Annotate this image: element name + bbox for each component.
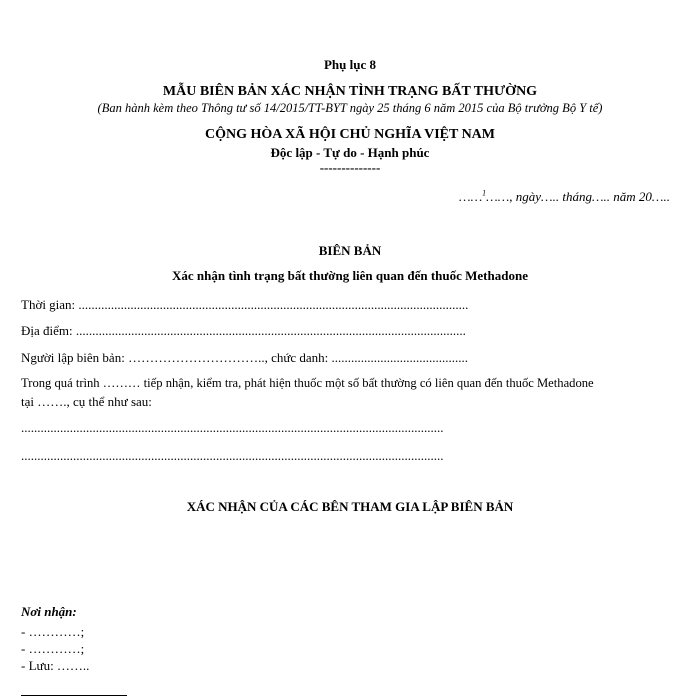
document-title: BIÊN BẢN [318, 243, 382, 258]
dotted-line-1: .................................................................................................................................. [21, 420, 444, 435]
date-suffix: ……, ngày….. tháng….. năm 20….. [486, 189, 670, 204]
footnote-ref: 1 [482, 188, 487, 198]
recipient-item: - …………; [21, 641, 85, 656]
recipients-label: Nơi nhận: [21, 604, 77, 619]
document-subtitle: Xác nhận tình trạng bất thường liên quan đến thuốc Methadone [172, 268, 528, 283]
date-line [459, 189, 670, 205]
motto-rule: -------------- [319, 160, 381, 175]
date-prefix: …… [459, 189, 483, 204]
recipient-item: - Lưu: …….. [21, 658, 90, 673]
field-place: Địa điểm: ........................................................................................................................ [21, 323, 466, 338]
republic-heading: CỘNG HÒA XÃ HỘI CHỦ NGHĨA VIỆT NAM [204, 127, 495, 142]
dotted-line-2: .................................................................................................................................. [21, 448, 444, 463]
recipient-item: - …………; [21, 624, 85, 639]
field-author: Người lập biên bản: ………………………….., chức danh: .......................................... [21, 350, 469, 365]
appendix-label: Phụ lục 8 [323, 57, 376, 72]
footnote-separator [21, 695, 127, 696]
field-process-line-2: tại ……., cụ thể như sau: [21, 394, 152, 409]
field-process-line-1: Trong quá trình ……… tiếp nhận, kiểm tra, phát hiện thuốc một số bất thường có liên quan đến thuốc Methadone [21, 376, 594, 390]
field-time: Thời gian: ........................................................................................................................ [21, 297, 469, 312]
issued-note: (Ban hành kèm theo Thông tư số 14/2015/TT-BYT ngày 25 tháng 6 năm 2015 của Bộ trưởng Bộ Y tế) [97, 101, 603, 115]
motto: Độc lập - Tự do - Hạnh phúc [270, 145, 430, 160]
form-title: MẪU BIÊN BẢN XÁC NHẬN TÌNH TRẠNG BẤT THƯỜNG [162, 84, 538, 99]
confirmation-heading: XÁC NHẬN CỦA CÁC BÊN THAM GIA LẬP BIÊN BẢN [186, 499, 514, 514]
